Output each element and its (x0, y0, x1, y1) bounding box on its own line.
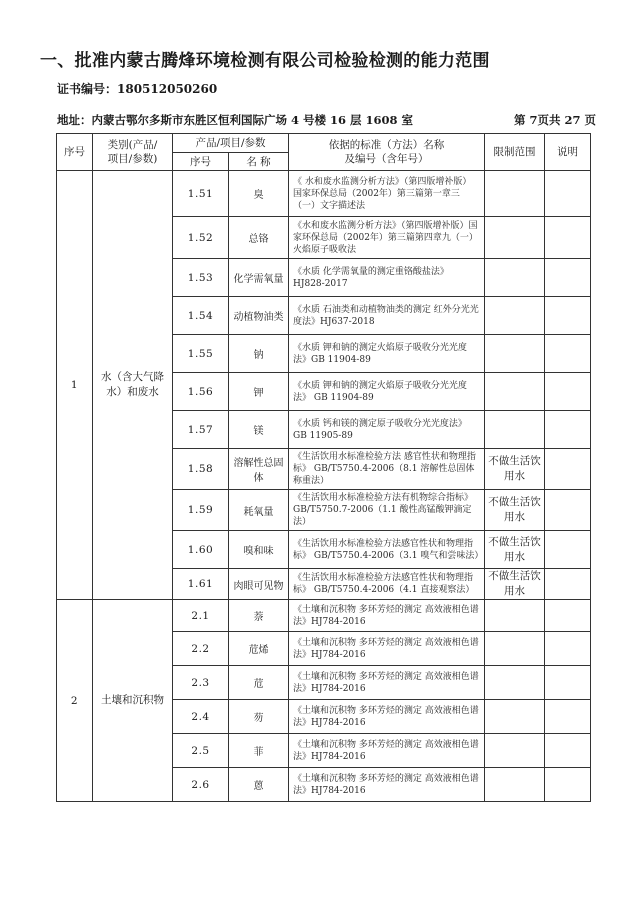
certificate-number: 证书编号：180512050260 (57, 82, 218, 96)
item-number: 2.1 (173, 600, 229, 632)
header-category: 类别(产品/ 项目/参数) (93, 134, 173, 171)
item-number: 2.6 (173, 768, 229, 802)
item-note (545, 373, 591, 411)
item-limit (485, 700, 545, 734)
item-note (545, 768, 591, 802)
item-standard: 《生活饮用水标准检验方法感官性状和物理指标》 GB/T5750.4-2006（3.1 嗅气和尝味法） (289, 531, 485, 569)
item-name: 溶解性总固体 (229, 449, 289, 490)
item-limit (485, 411, 545, 449)
item-limit (485, 768, 545, 802)
item-limit: 不做生活饮用水 (485, 449, 545, 490)
item-number: 1.56 (173, 373, 229, 411)
item-limit (485, 297, 545, 335)
item-name: 蒽 (229, 768, 289, 802)
header-sub-seq: 序号 (173, 153, 229, 171)
item-standard: 《水质 钾和钠的测定火焰原子吸收分光光度法》 GB 11904-89 (289, 373, 485, 411)
item-number: 1.55 (173, 335, 229, 373)
item-name: 臭 (229, 171, 289, 217)
item-note (545, 632, 591, 666)
item-note (545, 171, 591, 217)
item-note (545, 217, 591, 259)
item-number: 2.4 (173, 700, 229, 734)
item-standard: 《水质 石油类和动植物油类的测定 红外分光光度法》HJ637-2018 (289, 297, 485, 335)
item-number: 1.52 (173, 217, 229, 259)
header-name: 名 称 (229, 153, 289, 171)
item-name: 苊 (229, 666, 289, 700)
item-name: 菲 (229, 734, 289, 768)
item-number: 1.59 (173, 490, 229, 531)
item-limit (485, 335, 545, 373)
item-number: 2.5 (173, 734, 229, 768)
item-limit (485, 171, 545, 217)
item-note (545, 297, 591, 335)
item-standard: 《 水和废水监测分析方法》（第四版增补版）国家环保总局（2002年）第三篇第一章三（一）文字描述法 (289, 171, 485, 217)
item-number: 2.3 (173, 666, 229, 700)
item-limit (485, 217, 545, 259)
item-limit (485, 666, 545, 700)
item-standard: 《土壤和沉积物 多环芳烃的测定 高效液相色谱法》HJ784-2016 (289, 768, 485, 802)
page-number: 第 7页共 27 页 (513, 113, 596, 127)
item-note (545, 490, 591, 531)
table-row (57, 600, 591, 632)
header-standard: 依据的标准（方法）名称 及编号（含年号） (289, 134, 485, 171)
address-line: 地址：内蒙古鄂尔多斯市东胜区恒利国际广场 4 号楼 16 层 1608 室 (57, 113, 414, 127)
item-number: 1.53 (173, 259, 229, 297)
item-standard: 《水质 钾和钠的测定火焰原子吸收分光光度法》GB 11904-89 (289, 335, 485, 373)
item-standard: 《土壤和沉积物 多环芳烃的测定 高效液相色谱法》HJ784-2016 (289, 600, 485, 632)
page-title: 一、批准内蒙古腾烽环境检测有限公司检验检测的能力范围 (40, 51, 490, 71)
item-limit (485, 632, 545, 666)
item-note (545, 259, 591, 297)
item-number: 1.51 (173, 171, 229, 217)
item-name: 耗氧量 (229, 490, 289, 531)
item-note (545, 666, 591, 700)
item-name: 萘 (229, 600, 289, 632)
item-standard: 《生活饮用水标准检验方法感官性状和物理指标》 GB/T5750.4-2006（4.1 直接观察法） (289, 569, 485, 600)
item-standard: 《生活饮用水标准检验方法 感官性状和物理指标》 GB/T5750.4-2006（8.1 溶解性总固体称重法） (289, 449, 485, 490)
item-name: 镁 (229, 411, 289, 449)
group-category: 土壤和沉积物 (93, 600, 173, 802)
item-name: 动植物油类 (229, 297, 289, 335)
header-product-group: 产品/项目/参数 (173, 134, 289, 153)
item-note (545, 335, 591, 373)
item-standard: 《水和废水监测分析方法》（第四版增补版）国家环保总局（2002年）第三篇第四章九（一）火焰原子吸收法 (289, 217, 485, 259)
item-name: 钠 (229, 335, 289, 373)
item-name: 钾 (229, 373, 289, 411)
table-body (57, 171, 591, 802)
item-standard: 《土壤和沉积物 多环芳烃的测定 高效液相色谱法》HJ784-2016 (289, 700, 485, 734)
item-standard: 《土壤和沉积物 多环芳烃的测定 高效液相色谱法》HJ784-2016 (289, 632, 485, 666)
item-name: 化学需氧量 (229, 259, 289, 297)
item-name: 芴 (229, 700, 289, 734)
item-note (545, 531, 591, 569)
item-limit (485, 259, 545, 297)
item-number: 1.61 (173, 569, 229, 600)
item-name: 总铬 (229, 217, 289, 259)
header-note: 说明 (545, 134, 591, 171)
group-category: 水（含大气降水）和废水 (93, 171, 173, 600)
item-limit (485, 373, 545, 411)
item-standard: 《水质 化学需氧量的测定重铬酸盐法》HJ828-2017 (289, 259, 485, 297)
item-limit: 不做生活饮用水 (485, 531, 545, 569)
item-limit (485, 734, 545, 768)
item-number: 1.57 (173, 411, 229, 449)
capability-table (56, 133, 591, 802)
header-seq: 序号 (57, 134, 93, 171)
item-limit: 不做生活饮用水 (485, 490, 545, 531)
table-row (57, 171, 591, 217)
item-number: 1.58 (173, 449, 229, 490)
item-note (545, 449, 591, 490)
item-limit (485, 600, 545, 632)
group-seq: 2 (57, 600, 93, 802)
item-name: 苊烯 (229, 632, 289, 666)
item-name: 肉眼可见物 (229, 569, 289, 600)
header-limit: 限制范围 (485, 134, 545, 171)
item-note (545, 600, 591, 632)
item-number: 1.54 (173, 297, 229, 335)
item-number: 1.60 (173, 531, 229, 569)
item-note (545, 700, 591, 734)
item-name: 嗅和味 (229, 531, 289, 569)
item-standard: 《土壤和沉积物 多环芳烃的测定 高效液相色谱法》HJ784-2016 (289, 666, 485, 700)
item-note (545, 734, 591, 768)
item-standard: 《水质 钙和镁的测定原子吸收分光光度法》GB 11905-89 (289, 411, 485, 449)
item-limit: 不做生活饮用水 (485, 569, 545, 600)
item-note (545, 569, 591, 600)
item-standard: 《土壤和沉积物 多环芳烃的测定 高效液相色谱法》HJ784-2016 (289, 734, 485, 768)
item-standard: 《生活饮用水标准检验方法有机物综合指标》GB/T5750.7-2006（1.1 酸性高锰酸钾滴定法） (289, 490, 485, 531)
item-note (545, 411, 591, 449)
item-number: 2.2 (173, 632, 229, 666)
group-seq: 1 (57, 171, 93, 600)
